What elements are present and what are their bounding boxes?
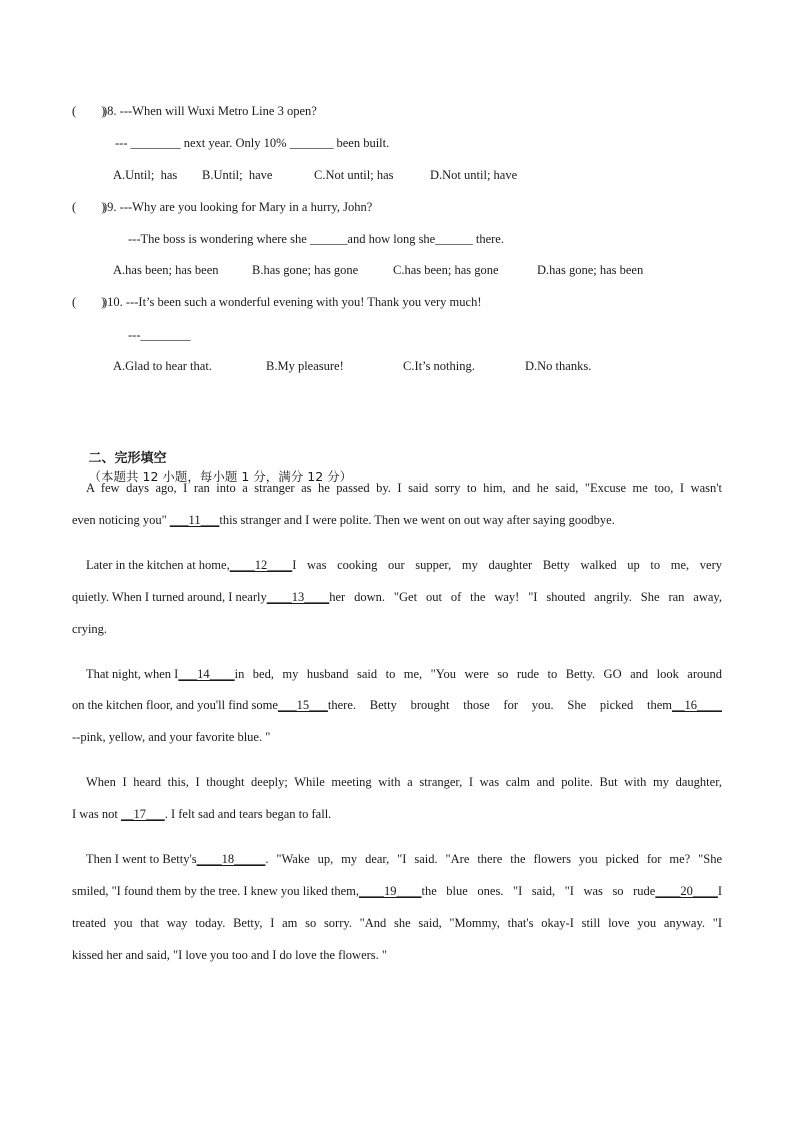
passage-text: Then I went to Betty's xyxy=(86,852,197,866)
passage-text: in bed, my husband said to me, "You were so rude to Betty. GO and look around xyxy=(234,667,722,681)
passage-p3-line2 xyxy=(72,697,722,713)
question-10-option-c[interactable]: C.It’s nothing. xyxy=(403,359,475,373)
passage-text: her down. "Get out of the way! "I shouted angrily. She ran away, xyxy=(329,590,722,604)
passage-text: quietly. When I turned around, I nearly xyxy=(72,590,267,604)
passage-text: That night, when I xyxy=(86,667,179,681)
answer-bracket-q8[interactable]: ( ) xyxy=(72,104,106,118)
blank-12[interactable]: ____12____ xyxy=(229,558,293,572)
question-9-option-b[interactable]: B.has gone; has gone xyxy=(252,263,359,277)
blank-20[interactable]: ____20____ xyxy=(655,884,718,898)
passage-p1-line2 xyxy=(72,512,722,528)
passage-text: there. Betty brought those for you. She picked them xyxy=(327,698,672,712)
section-heading: 二、完形填空 xyxy=(88,451,167,466)
question-8-option-b[interactable]: B.Until; have xyxy=(202,168,273,182)
question-10-option-d[interactable]: D.No thanks. xyxy=(525,359,592,373)
passage-p5-line4: kissed her and said, "I love you too and I do love the flowers. " xyxy=(72,948,387,962)
question-8-prompt: )8. ---When will Wuxi Metro Line 3 open? xyxy=(103,104,317,118)
passage-text: on the kitchen floor, and you'll find some xyxy=(72,698,278,712)
question-8-option-a[interactable]: A.Until; has xyxy=(113,168,178,182)
question-9-option-c[interactable]: C.has been; has gone xyxy=(393,263,499,277)
passage-text: Later in the kitchen at home, xyxy=(86,558,230,572)
passage-p5-line3: treated you that way today. Betty, I am so sorry. "And she said, "Mommy, that's okay-I still love you anyway. "I xyxy=(72,916,722,930)
passage-p4-line1: When I heard this, I thought deeply; While meeting with a stranger, I was calm and polite. But with my daughter, xyxy=(86,775,722,789)
passage-text: . I felt sad and tears began to fall. xyxy=(164,807,332,821)
passage-text: this stranger and I were polite. Then we went on out way after saying goodbye. xyxy=(219,513,615,527)
question-10-option-a[interactable]: A.Glad to hear that. xyxy=(113,359,212,373)
passage-p2-line2 xyxy=(72,589,722,605)
passage-text: I was not xyxy=(72,807,121,821)
passage-p3-line3: --pink, yellow, and your favorite blue. " xyxy=(72,730,271,744)
blank-18[interactable]: ____18_____ xyxy=(196,852,266,866)
blank-16[interactable]: __16____ xyxy=(672,698,722,712)
passage-text: I xyxy=(717,884,722,898)
passage-text: smiled, "I found them by the tree. I knew you liked them, xyxy=(72,884,359,898)
answer-bracket-q10[interactable]: ( ) xyxy=(72,295,106,309)
passage-p2-line1 xyxy=(86,557,722,573)
question-9-prompt: )9. ---Why are you looking for Mary in a hurry, John? xyxy=(103,200,373,214)
answer-bracket-q9[interactable]: ( ) xyxy=(72,200,106,214)
question-9-response: ---The boss is wondering where she ______and how long she______ there. xyxy=(128,232,504,246)
section-scoring-note: （本题共 12 小题，每小题 1 分，满分 12 分） xyxy=(88,469,353,484)
blank-15[interactable]: ___15___ xyxy=(277,698,328,712)
question-8-option-d[interactable]: D.Not until; have xyxy=(430,168,518,182)
question-9-option-a[interactable]: A.has been; has been xyxy=(113,263,219,277)
passage-p5-line2 xyxy=(72,883,722,899)
question-9-option-d[interactable]: D.has gone; has been xyxy=(537,263,644,277)
blank-19[interactable]: ____19____ xyxy=(358,884,422,898)
passage-p3-line1 xyxy=(86,666,722,682)
blank-13[interactable]: ____13____ xyxy=(266,590,330,604)
question-10-response: ---________ xyxy=(128,328,191,342)
passage-p4-line2 xyxy=(72,806,722,822)
question-8-option-c[interactable]: C.Not until; has xyxy=(314,168,394,182)
blank-14[interactable]: ___14____ xyxy=(178,667,235,681)
question-10-prompt: )10. ---It’s been such a wonderful evening with you! Thank you very much! xyxy=(103,295,482,309)
passage-text: even noticing you" xyxy=(72,513,170,527)
passage-text: . "Wake up, my dear, "I said. "Are there the flowers you picked for me? "She xyxy=(265,852,722,866)
passage-text: I was cooking our supper, my daughter Betty walked up to me, very xyxy=(292,558,722,572)
question-10-option-b[interactable]: B.My pleasure! xyxy=(266,359,344,373)
blank-17[interactable]: __17___ xyxy=(120,807,165,821)
passage-p2-line3: crying. xyxy=(72,622,108,636)
question-8-response: --- ________ next year. Only 10% _______ been built. xyxy=(115,136,390,150)
passage-text: the blue ones. "I said, "I was so rude xyxy=(421,884,656,898)
passage-p5-line1 xyxy=(86,851,722,867)
passage-p1-line1: A few days ago, I ran into a stranger as he passed by. I said sorry to him, and he said, "Excuse me too, I wasn't xyxy=(86,481,722,495)
blank-11[interactable]: ___11___ xyxy=(169,513,220,527)
